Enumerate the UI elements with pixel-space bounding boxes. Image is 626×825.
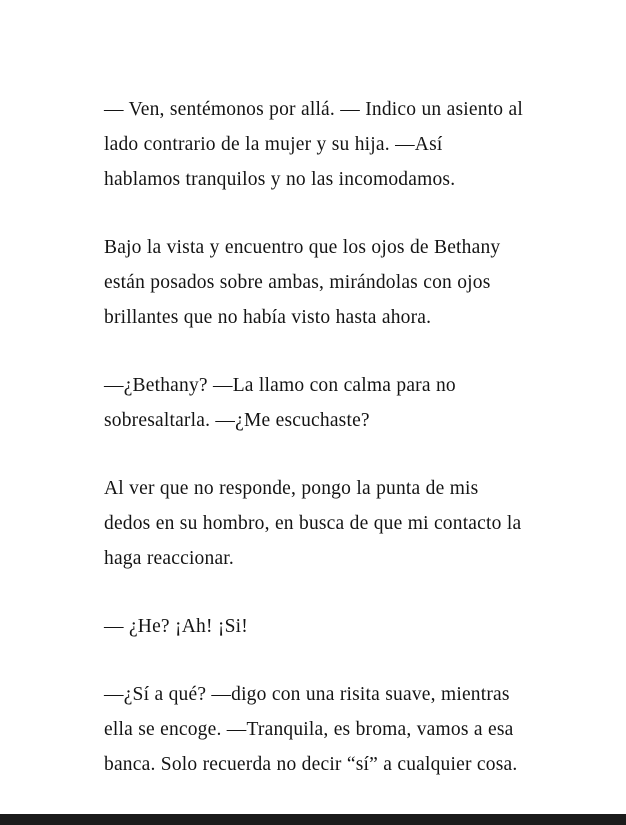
page-text-body: [104, 92, 524, 782]
reader-bottom-bar[interactable]: [0, 814, 626, 825]
paragraph: — Ven, sentémonos por allá. — Indico un asiento al lado contrario de la mujer y su hija. —Así hablamos tranquilos y no las incomodamos.: [104, 99, 523, 190]
paragraph: Bajo la vista y encuentro que los ojos de Bethany están posados sobre ambas, mirándolas con ojos brillantes que no había visto hasta ahora.: [104, 237, 501, 328]
paragraph: Al ver que no responde, pongo la punta de mis dedos en su hombro, en busca de que mi contacto la haga reaccionar.: [104, 478, 522, 569]
paragraph: —¿Sí a qué? —digo con una risita suave, mientras ella se encoge. —Tranquila, es broma, vamos a esa banca. Solo recuerda no decir “sí” a cualquier cosa.: [104, 684, 518, 775]
paragraph: — ¿He? ¡Ah! ¡Si!: [104, 616, 248, 637]
paragraph: —¿Bethany? —La llamo con calma para no sobresaltarla. —¿Me escuchaste?: [104, 375, 456, 431]
